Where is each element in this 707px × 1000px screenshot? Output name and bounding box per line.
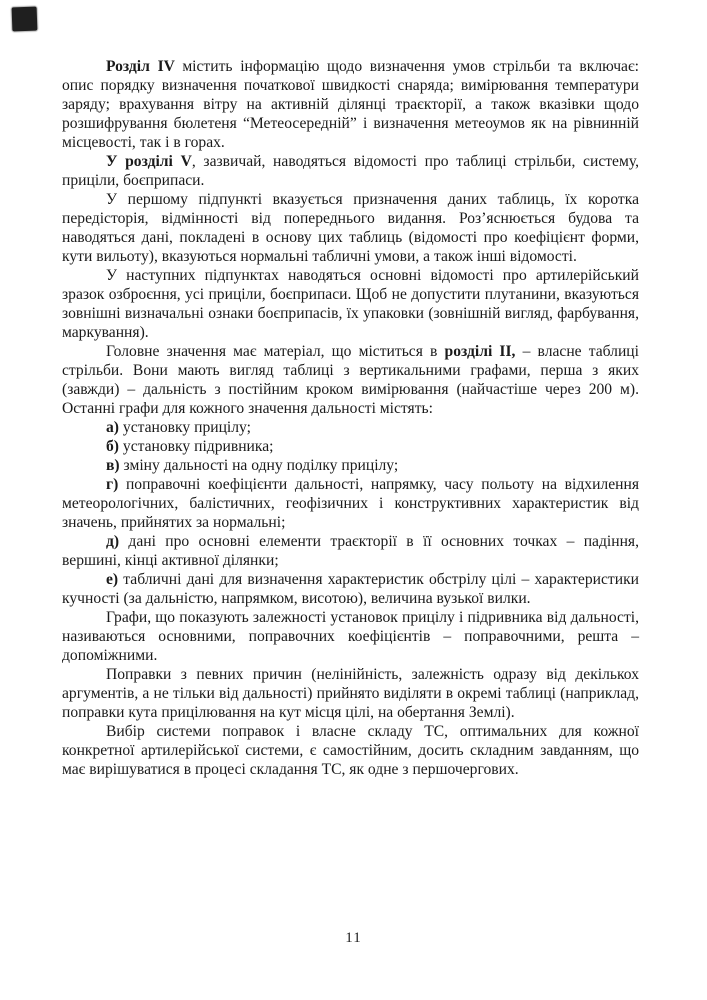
text-run: поправочні коефіцієнти дальності, напрямку, часу польоту на відхилення метеорологічних, балістичних, геофізичних і конструктивних характеристик від значень, прийнятих за нормальні;	[62, 476, 639, 531]
bold-text-run: а)	[106, 419, 119, 436]
page-number: 11	[345, 930, 362, 946]
bold-text-run: б)	[106, 438, 119, 455]
bold-text-run: розділі II,	[444, 343, 516, 360]
text-run: Головне значення має матеріал, що міститься в	[106, 343, 445, 360]
text-run: У наступних підпунктах наводяться основні відомості про артилерійський зразок озброєння, усі приціли, боєприпаси. Щоб не допустити плутанини, вказуються зовнішні визначальні ознаки боєприпасів, їх упаковки (зовнішній вигляд, фарбування, маркування).	[62, 267, 639, 341]
text-run: установку підривника;	[119, 438, 274, 455]
para-rozdil-v	[62, 152, 639, 190]
text-run: , зазвичай, наводяться відомості про таблиці стрільби, систему, приціли, боєприпаси.	[62, 153, 639, 189]
para-next-subitems	[62, 266, 639, 342]
text-run: дані про основні елементи траєкторії в її основних точках – падіння, вершині, кінці активної ділянки;	[62, 533, 639, 569]
list-item-g	[62, 475, 639, 532]
text-run: – власне таблиці стрільби. Вони мають вигляд таблиці з вертикальними графами, перша з яких (завжди) – дальність з постійним кроком вимірювання (найчастіше через 200 м). Останні графи для кожного значення дальності містять:	[62, 343, 639, 417]
list-item-a	[62, 418, 639, 437]
document-text	[62, 57, 639, 779]
scan-artifact-corner-mark	[12, 7, 38, 32]
text-run: зміну дальності на одну поділку прицілу;	[119, 457, 399, 474]
bold-text-run: г)	[106, 476, 119, 493]
list-item-e	[62, 570, 639, 608]
list-item-b	[62, 437, 639, 456]
para-first-subitem	[62, 190, 639, 266]
text-run: У першому підпункті вказується призначення даних таблиць, їх коротка передісторія, відмінності від попереднього видання. Роз’яснюється будова та наводяться дані, покладені в основу цих таблиць (відомості про коефіцієнт форми, кути вильоту), вказуються нормальні табличні умови, а також інші відомості.	[62, 191, 639, 265]
list-item-d	[62, 532, 639, 570]
bold-text-run: д)	[106, 533, 120, 550]
text-run: табличні дані для визначення характеристик обстрілу цілі – характеристики кучності (за дальністю, напрямком, висотою), величина вузької вилки.	[62, 571, 639, 607]
text-run: Поправки з певних причин (нелінійність, залежність одразу від декількох аргументів, а не тільки від дальності) прийнято виділяти в окремі таблиці (наприклад, поправки кута прицілювання на кут місця цілі, на обертання Землі).	[62, 666, 639, 721]
para-rozdil-iv	[62, 57, 639, 152]
bold-text-run: в)	[106, 457, 120, 474]
text-run: Вибір системи поправок і власне складу ТС, оптимальних для кожної конкретної артилерійської системи, є самостійним, досить складним завданням, що має вирішуватися в процесі складання ТС, як одне з першочергових.	[62, 723, 639, 778]
para-vybir-systemy	[62, 722, 639, 779]
text-run: установку прицілу;	[119, 419, 251, 436]
list-item-v	[62, 456, 639, 475]
text-run: Графи, що показують залежності установок прицілу і підривника від дальності, називаються основними, поправочних коефіцієнтів – поправочними, решта – допоміжними.	[62, 609, 639, 664]
text-run: містить інформацію щодо визначення умов стрільби та включає: опис порядку визначення початкової швидкості снаряда; вимірювання температури заряду; врахування вітру на активній ділянці траєкторії, а також вказівки щодо розшифрування бюлетеня “Метеосередній” і визначення метеоумов як на рівнинній місцевості, так і в горах.	[62, 58, 639, 151]
bold-text-run: Розділ IV	[106, 58, 183, 75]
para-grafy	[62, 608, 639, 665]
bold-text-run: е)	[106, 571, 119, 588]
bold-text-run: У розділі V	[106, 153, 192, 170]
para-popravky	[62, 665, 639, 722]
para-golovne-znachennia	[62, 342, 639, 418]
